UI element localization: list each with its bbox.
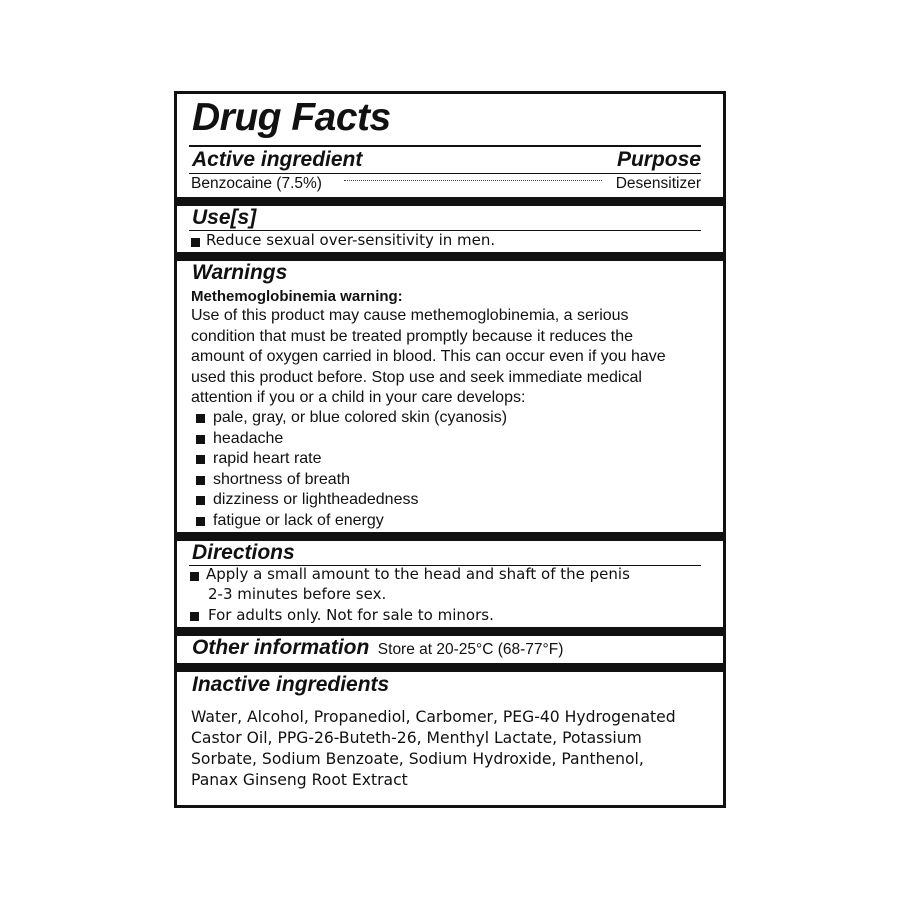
inactive-ingredients-line: Panax Ginseng Root Extract: [191, 771, 408, 789]
symptom-item: shortness of breath: [213, 471, 350, 488]
bullet-icon: [196, 476, 205, 485]
inactive-ingredients-heading: Inactive ingredients: [192, 673, 390, 696]
bullet-icon: [196, 496, 205, 505]
bullet-icon: [196, 517, 205, 526]
warning-line: Use of this product may cause methemoglobinemia, a serious: [191, 307, 629, 324]
bullet-icon: [196, 414, 205, 423]
purpose-value: Desensitizer: [615, 175, 701, 192]
drug-facts-panel: [174, 91, 726, 808]
symptom-item: dizziness or lightheadedness: [213, 491, 419, 508]
warning-line: attention if you or a child in your care develops:: [191, 389, 526, 406]
inactive-ingredients-line: Sorbate, Sodium Benzoate, Sodium Hydroxide, Panthenol,: [191, 750, 644, 768]
active-ingredient-heading: Active ingredient: [192, 148, 363, 171]
section-divider: [177, 627, 723, 636]
symptom-item: fatigue or lack of energy: [213, 512, 384, 529]
directions-item-continued: 2-3 minutes before sex.: [208, 585, 387, 603]
symptom-item: rapid heart rate: [213, 450, 322, 467]
uses-heading: Use[s]: [192, 206, 257, 229]
bullet-icon: [196, 435, 205, 444]
methemoglobinemia-subheading: Methemoglobinemia warning:: [191, 288, 403, 305]
active-ingredient-name: Benzocaine (7.5%): [191, 175, 322, 192]
storage-text: Store at 20-25°C (68-77°F): [377, 641, 564, 658]
symptom-item: headache: [213, 430, 284, 447]
warning-line: condition that must be treated promptly because it reduces the: [191, 327, 634, 345]
warnings-heading: Warnings: [192, 261, 288, 284]
symptom-item: pale, gray, or blue colored skin (cyanosis): [213, 409, 508, 426]
active-rule: [189, 173, 701, 174]
bullet-icon: [196, 455, 205, 464]
bullet-icon: [190, 612, 199, 621]
uses-item: Reduce sexual over-sensitivity in men.: [206, 231, 496, 249]
inactive-ingredients-line: Castor Oil, PPG-26-Buteth-26, Menthyl Lactate, Potassium: [191, 729, 642, 747]
bullet-icon: [191, 238, 200, 247]
drug-facts-title: Drug Facts: [192, 96, 391, 139]
warning-line: amount of oxygen carried in blood. This can occur even if you have: [191, 348, 666, 365]
purpose-heading: Purpose: [616, 148, 701, 171]
directions-item: Apply a small amount to the head and shaft of the penis: [206, 565, 630, 583]
section-divider: [177, 663, 723, 672]
section-divider: [177, 532, 723, 541]
section-divider: [177, 197, 723, 206]
other-information-heading: Other information: [192, 636, 370, 659]
bullet-icon: [190, 572, 199, 581]
title-rule: [189, 145, 701, 147]
inactive-ingredients-line: Water, Alcohol, Propanediol, Carbomer, PEG-40 Hydrogenated: [191, 708, 676, 726]
directions-heading: Directions: [192, 541, 295, 564]
dot-leader: [344, 180, 602, 181]
warning-line: used this product before. Stop use and seek immediate medical: [191, 368, 642, 386]
directions-item: For adults only. Not for sale to minors.: [208, 606, 494, 624]
section-divider: [177, 252, 723, 261]
other-information-row: [192, 636, 563, 660]
